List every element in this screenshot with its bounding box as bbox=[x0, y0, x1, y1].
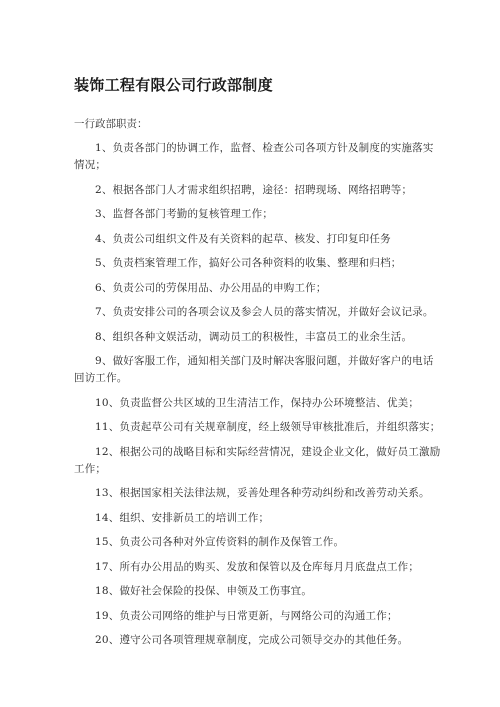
duty-item: 2、根据各部门人才需求组织招聘，途径：招聘现场、网络招聘等； bbox=[95, 183, 413, 196]
duty-item: 8、组织各种文娱活动，调动员工的积极性，丰富员工的业余生活。 bbox=[95, 330, 413, 343]
duty-item: 18、做好社会保险的投保、申领及工伤事宜。 bbox=[95, 585, 313, 597]
duty-list bbox=[74, 140, 444, 657]
duty-item: 1、负责各部门的协调工作，监督、检查公司各项方针及制度的实施落实情况； bbox=[74, 142, 434, 171]
duty-item: 13、根据国家相关法律法规，妥善处理各种劳动纠纷和改善劳动关系。 bbox=[95, 487, 430, 499]
duty-item: 7、负责安排公司的各项会议及参会人员的落实情况，并做好会议记录。 bbox=[95, 306, 434, 318]
duty-item: 14、组织、安排新员工的培训工作； bbox=[95, 511, 270, 524]
duty-item: 19、负责公司网络的维护与日常更新，与网络公司的沟通工作； bbox=[95, 609, 398, 622]
duty-item: 4、负责公司组织文件及有关资料的起草、核发、打印复印任务 bbox=[95, 232, 391, 245]
duty-item: 10、负责监督公共区域的卫生清洁工作，保持办公环境整洁、优美； bbox=[95, 396, 420, 409]
duty-item: 20、遵守公司各项管理规章制度，完成公司领导交办的其他任务。 bbox=[95, 634, 409, 646]
duty-item: 15、负责公司各种对外宣传资料的制作及保管工作。 bbox=[95, 536, 345, 548]
duty-item: 17、所有办公用品的购买、发放和保管以及仓库每月月底盘点工作； bbox=[95, 560, 420, 573]
section-heading: 一行政部职责： bbox=[74, 118, 148, 130]
duty-item: 3、监督各部门考勤的复核管理工作； bbox=[95, 208, 274, 220]
duty-item: 5、负责档案管理工作，搞好公司各种资料的收集、整理和归档； bbox=[95, 257, 402, 269]
duty-item: 11、负责起草公司有关规章制度，经上级领导审核批准后，并组织落实； bbox=[95, 421, 441, 433]
duty-item: 9、做好客服工作，通知相关部门及时解决客服问题，并做好客户的电话回访工作。 bbox=[74, 355, 434, 384]
duty-item: 12、根据公司的战略目标和实际经营情况，建设企业文化，做好员工激励工作； bbox=[74, 445, 441, 475]
document-title: 装饰工程有限公司行政部制度 bbox=[74, 76, 273, 94]
duty-item: 6、负责公司的劳保用品、办公用品的申购工作； bbox=[95, 281, 327, 294]
